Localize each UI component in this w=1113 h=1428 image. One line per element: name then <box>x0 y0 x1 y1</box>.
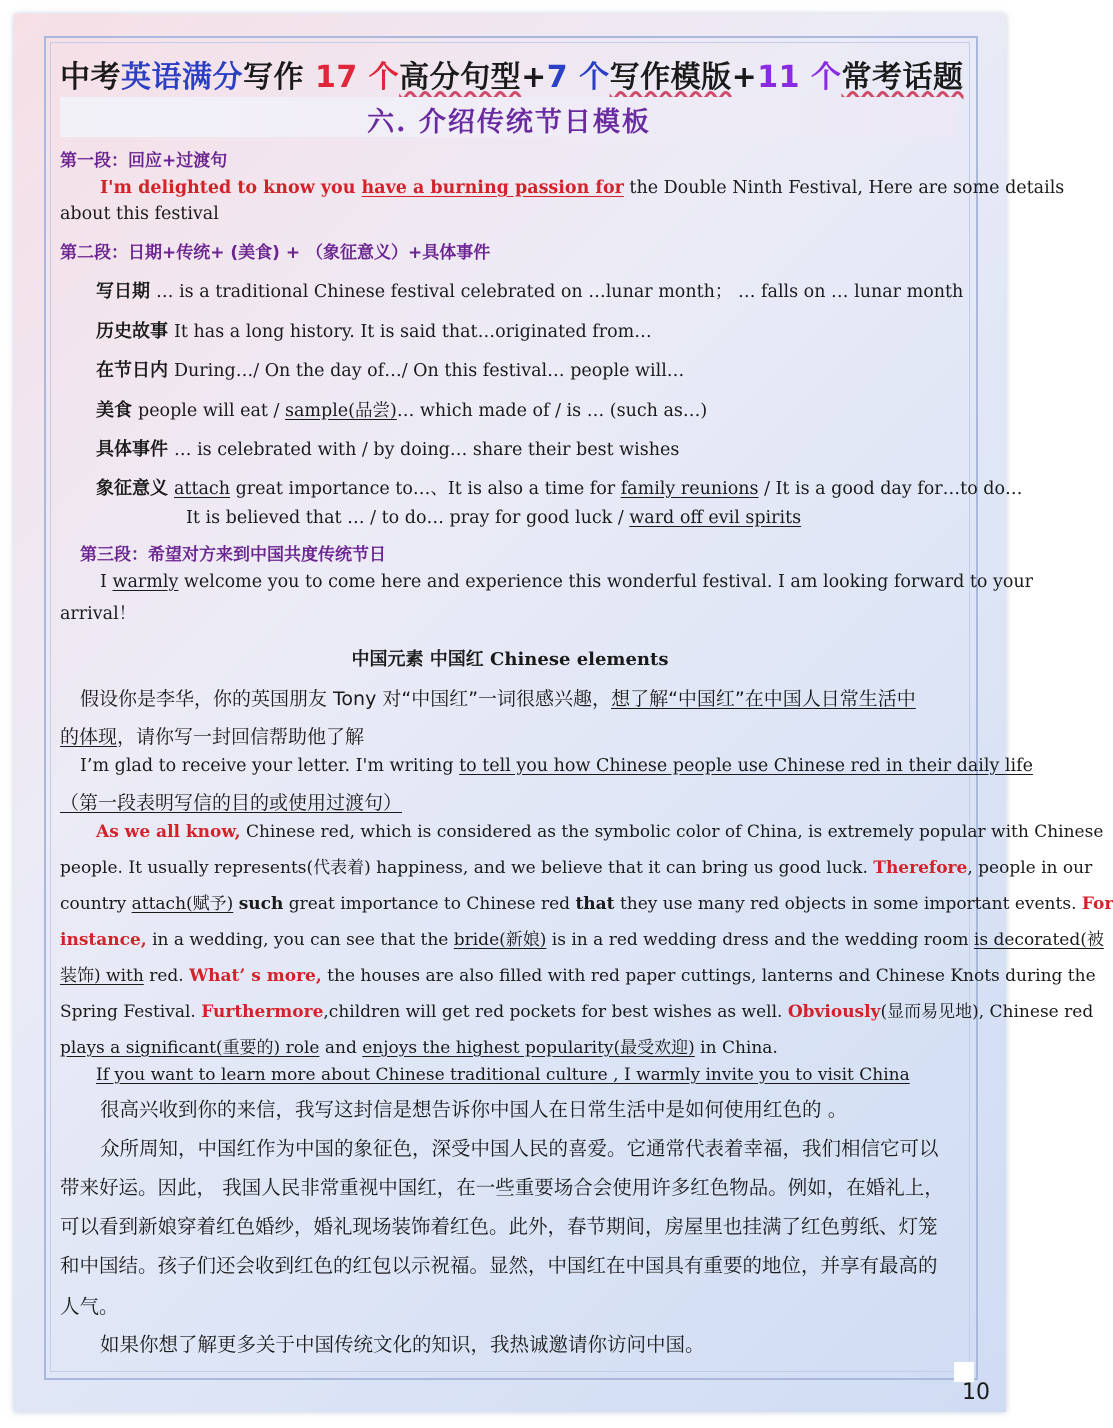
title-number: 7 <box>546 60 569 95</box>
body-text: and <box>319 1038 363 1058</box>
section1-line2: about this festival <box>60 204 219 224</box>
row-underlined: sample(品尝) <box>285 401 397 421</box>
section3-line2: arrival！ <box>60 604 137 624</box>
body-underlined: enjoys the highest popularity(最受欢迎) <box>362 1038 695 1058</box>
transition-word: For <box>1081 894 1113 914</box>
template-row-during <box>96 356 684 382</box>
body-text: , people in our <box>967 858 1093 878</box>
translation-line5: 和中国结。孩子们还会收到红色的红包以示祝福。显然，中国红在中国具有重要的地位，并享有最高的 <box>60 1254 938 1277</box>
title-part: 高分句型 <box>399 60 522 95</box>
section1-text: the Double Ninth Festival, Here are some details <box>623 178 1065 198</box>
row-underlined: attach <box>174 479 231 499</box>
body-text: ,children will get red pockets for best wishes as well. <box>323 1002 788 1022</box>
body-text: (显而易见地), Chinese red <box>880 1002 1094 1022</box>
section1-heading: 第一段：回应+过渡句 <box>60 151 228 171</box>
title-part: 个 <box>579 60 610 95</box>
row-text: / It is a good day for…to do… <box>758 479 1023 499</box>
letter-opening <box>80 758 1033 776</box>
body-bold: such <box>238 894 284 914</box>
title-number: 11 <box>757 60 801 95</box>
row-underlined: family reunions <box>620 479 759 499</box>
letter-note: （第一段表明写信的目的或使用过渡句） <box>60 792 403 814</box>
section2-heading: 第二段：日期+传统+ (美食) + （象征意义）+具体事件 <box>60 243 491 263</box>
body-text: the houses are also filled with red paper cuttings, lanterns and Chinese Knots during the <box>321 966 1096 986</box>
row-tag: 象征意义 <box>96 478 168 499</box>
body-underlined: is decorated(被 <box>973 930 1104 950</box>
body-text: people. It usually represents(代表着) happiness, and we believe that it can bring us good luck. <box>60 858 874 878</box>
body-text: in China. <box>694 1038 778 1058</box>
translation-line3: 带来好运。因此， 我国人民非常重视中国红，在一些重要场合会使用许多红色物品。例如，在婚礼上， <box>60 1176 944 1199</box>
body-text: in a wedding, you can see that the <box>146 930 454 950</box>
translation-line6: 人气。 <box>60 1295 119 1318</box>
row-text: … is a traditional Chinese festival celebrated on …lunar month； … falls on … lunar month <box>156 282 964 302</box>
body-text: they use many red objects in some important events. <box>614 894 1082 914</box>
letter-underlined: If you want to learn more about Chinese traditional culture , I warmly invite you to visit China <box>96 1065 910 1085</box>
title-part: 写作 <box>243 60 304 95</box>
transition-word: instance, <box>60 930 147 950</box>
translation-line7: 如果你想了解更多关于中国传统文化的知识，我热诚邀请你访问中国。 <box>100 1333 705 1356</box>
prompt-text: ，请你写一封回信帮助他了解 <box>117 726 365 748</box>
section1-red: I'm delighted to know you <box>100 178 362 198</box>
page-title <box>60 52 964 96</box>
section1-red-underlined: have a burning passion for <box>361 178 624 198</box>
row-text: … is celebrated with / by doing… share their best wishes <box>174 440 680 460</box>
body-underlined: 装饰) with <box>60 966 144 986</box>
title-part: 常考话题 <box>841 60 964 95</box>
translation-line4: 可以看到新娘穿着红色婚纱，婚礼现场装饰着红色。此外，春节期间，房屋里也挂满了红色剪纸、灯笼 <box>60 1215 938 1238</box>
prompt-line1 <box>80 684 916 711</box>
transition-word: Obviously <box>787 1002 881 1022</box>
row-text: … which made of / is … (such as…) <box>396 401 708 421</box>
body-text: country <box>60 894 132 914</box>
body-line7 <box>60 1033 778 1058</box>
section3-text: I <box>100 572 113 592</box>
title-part: 个 <box>810 60 842 95</box>
transition-word: What’ s more, <box>189 966 322 986</box>
title-number: 17 <box>314 60 358 95</box>
template-row-events <box>96 435 679 461</box>
transition-word: Furthermore <box>201 1002 324 1022</box>
letter-underlined: to tell you how Chinese people use Chinese red in their daily life <box>459 756 1033 776</box>
title-part: + <box>521 60 547 95</box>
body-text: is in a red wedding dress and the wedding room <box>546 930 974 950</box>
prompt-text: 假设你是李华，你的英国朋友 Tony 对“中国红”一词很感兴趣， <box>80 688 612 710</box>
letter-text: I’m glad to receive your letter. I'm writing <box>80 756 460 776</box>
title-part: 个 <box>368 60 400 95</box>
row-tag: 具体事件 <box>96 439 168 460</box>
example-title: 中国元素 中国红 Chinese elements <box>351 649 669 670</box>
row-tag: 美食 <box>96 400 132 421</box>
body-underlined: attach(赋予) <box>131 894 234 914</box>
section3-heading: 第三段：希望对方来到中国共度传统节日 <box>80 545 386 565</box>
section1-line1 <box>100 180 1064 198</box>
row-text: During…/ On the day of…/ On this festival… people will… <box>174 361 685 381</box>
template-row-meaning <box>96 474 1023 500</box>
body-line5 <box>60 961 1096 986</box>
body-line4 <box>60 925 1104 950</box>
section3-line1 <box>100 574 1033 592</box>
title-part: + <box>731 60 758 95</box>
row-text: people will eat / <box>138 401 285 421</box>
letter-closing <box>96 1065 910 1085</box>
letter-opening-note <box>60 788 402 815</box>
body-text: Chinese red, which is considered as the symbolic color of China, is extremely popular with Chinese <box>240 822 1104 842</box>
template-row-food <box>96 396 707 422</box>
frame-corner <box>954 1362 974 1382</box>
title-part: 中考 <box>60 60 121 95</box>
template-row-date <box>96 277 963 303</box>
row-underlined: ward off evil spirits <box>629 508 802 528</box>
section3-underlined: warmly <box>112 572 179 592</box>
body-text: Spring Festival. <box>60 1002 202 1022</box>
prompt-underlined: 想了解“中国红”在中国人日常生活中 <box>611 688 916 710</box>
transition-word: Therefore <box>873 858 968 878</box>
body-underlined: bride(新娘) <box>453 930 547 950</box>
body-line6 <box>60 997 1093 1022</box>
body-line1 <box>96 822 1103 842</box>
title-part: 英语满分 <box>121 60 243 95</box>
page-number: 10 <box>962 1380 990 1405</box>
row-text: great importance to…、It is also a time for <box>230 479 621 499</box>
subtitle: 六. 介绍传统节日模板 <box>367 107 651 138</box>
prompt-line2 <box>60 722 364 749</box>
title-part: 写作模版 <box>609 60 732 95</box>
body-line3 <box>60 889 1113 914</box>
row-tag: 在节日内 <box>96 360 168 381</box>
body-bold: that <box>575 894 615 914</box>
row-tag: 写日期 <box>96 281 150 302</box>
body-text: great importance to Chinese red <box>283 894 576 914</box>
row-text: It has a long history. It is said that…originated from… <box>174 322 652 342</box>
section3-text: welcome you to come here and experience this wonderful festival. I am looking forward to your <box>178 572 1034 592</box>
template-row-meaning-cont <box>186 508 801 528</box>
row-tag: 历史故事 <box>96 321 168 342</box>
translation-line2: 众所周知，中国红作为中国的象征色，深受中国人民的喜爱。它通常代表着幸福，我们相信它可以 <box>100 1137 939 1160</box>
body-underlined: plays a significant(重要的) role <box>60 1038 320 1058</box>
translation-line1: 很高兴收到你的来信，我写这封信是想告诉你中国人在日常生活中是如何使用红色的 。 <box>100 1098 848 1121</box>
template-row-history <box>96 317 652 343</box>
row-text: It is believed that … / to do… pray for good luck / <box>186 508 630 528</box>
prompt-underlined: 的体现 <box>60 726 118 748</box>
body-line2 <box>60 853 1092 878</box>
body-text: red. <box>143 966 190 986</box>
transition-word: As we all know, <box>96 822 241 842</box>
